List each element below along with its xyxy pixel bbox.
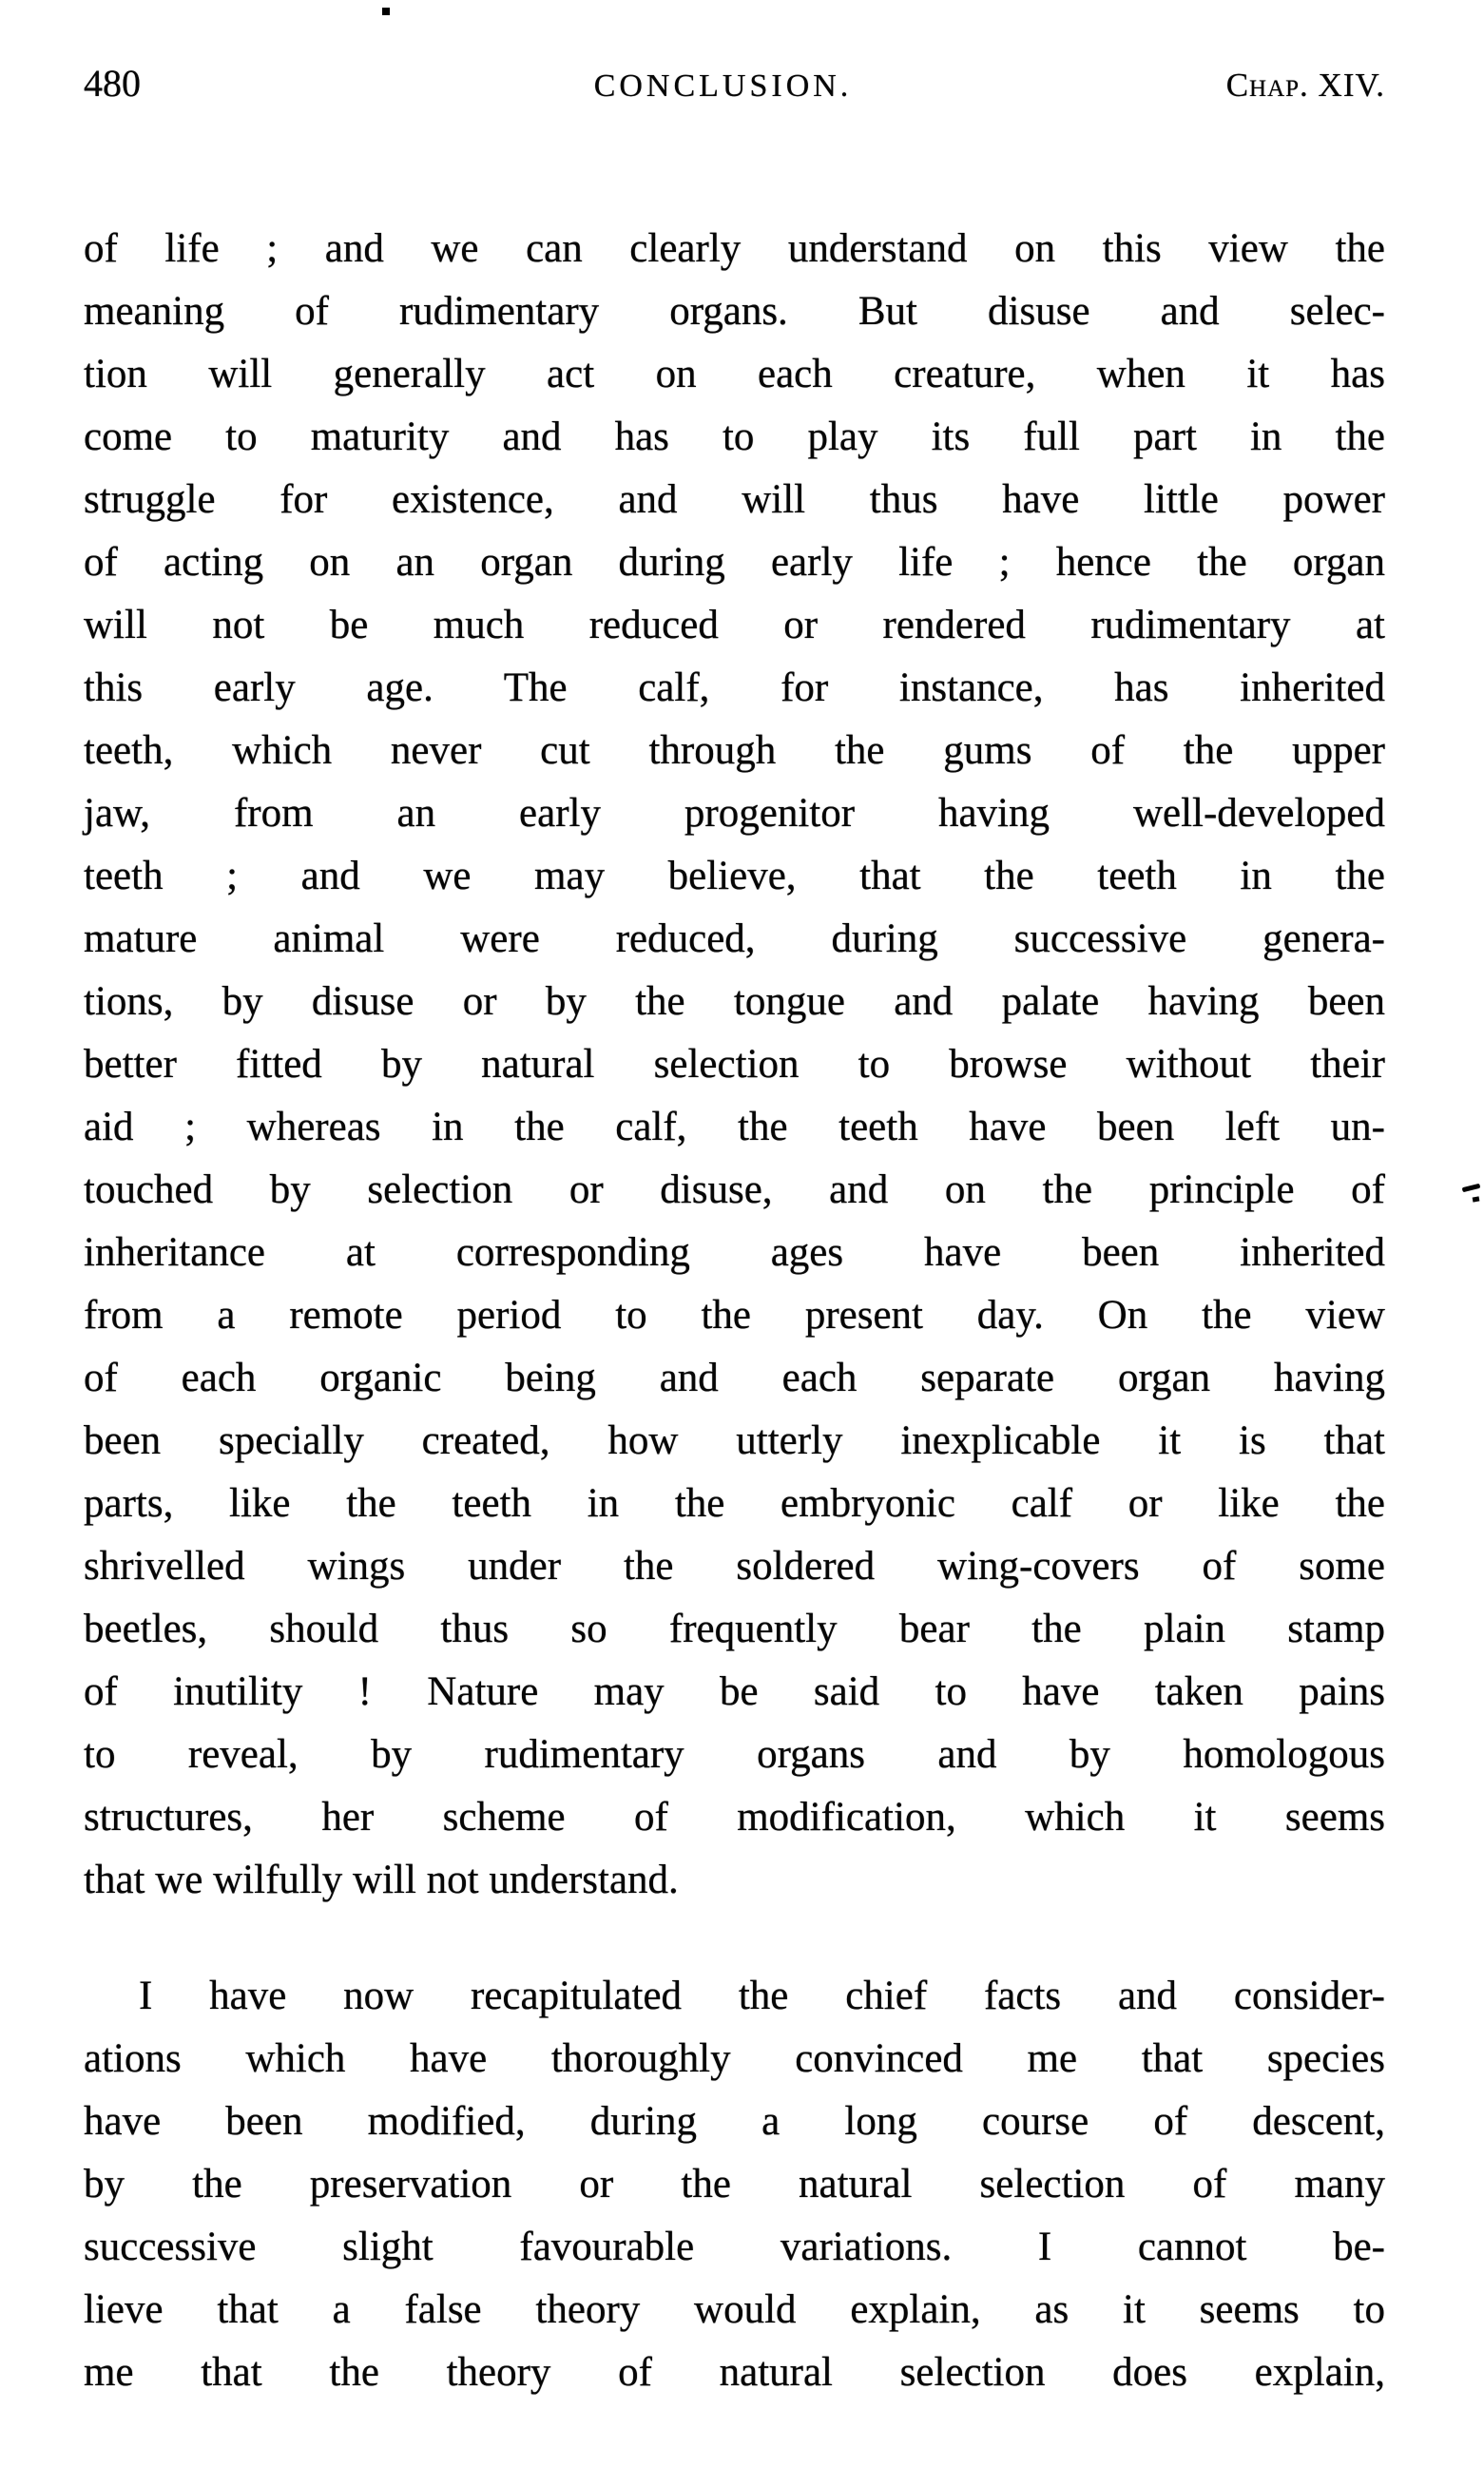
text-line: inheritance at corresponding ages have been inherited: [84, 1230, 1385, 1275]
text-line: to reveal, by rudimentary organs and by homologous: [84, 1732, 1385, 1777]
text-line: by the preservation or the natural selection of many: [84, 2162, 1385, 2207]
text-line: teeth ; and we may believe, that the teeth in the: [84, 854, 1385, 898]
text-line: lieve that a false theory would explain, as it seems to: [84, 2287, 1385, 2332]
text-line: of life ; and we can clearly understand on this view the: [84, 226, 1385, 271]
text-line: tions, by disuse or by the tongue and palate having been: [84, 979, 1385, 1024]
chapter-label: Chap. XIV.: [1225, 67, 1385, 104]
text-line: I have now recapitulated the chief facts and consider-: [139, 1974, 1385, 2018]
scan-ink-speck: [382, 8, 390, 15]
text-line: tion will generally act on each creature, when it has: [84, 352, 1385, 396]
text-line: been specially created, how utterly inexplicable it is that: [84, 1418, 1385, 1463]
running-title: CONCLUSION.: [593, 68, 853, 104]
scan-ink-dash: [1462, 1184, 1481, 1192]
text-line: will not be much reduced or rendered rudimentary at: [84, 603, 1385, 647]
text-line: meaning of rudimentary organs. But disuse and selec-: [84, 289, 1385, 334]
text-line: touched by selection or disuse, and on the principle of: [84, 1167, 1385, 1212]
text-line: come to maturity and has to play its full part in the: [84, 414, 1385, 459]
text-line: ations which have thoroughly convinced me that species: [84, 2036, 1385, 2081]
text-line: from a remote period to the present day. On the view: [84, 1293, 1385, 1338]
text-line: struggle for existence, and will thus have little power: [84, 477, 1385, 522]
text-line: aid ; whereas in the calf, the teeth have been left un-: [84, 1105, 1385, 1149]
text-line: me that the theory of natural selection does explain,: [84, 2350, 1385, 2395]
text-line: structures, her scheme of modification, which it seems: [84, 1795, 1385, 1840]
text-line: parts, like the teeth in the embryonic calf or like the: [84, 1481, 1385, 1526]
scan-ink-speck: [1473, 1196, 1480, 1202]
text-line: of inutility ! Nature may be said to have taken pains: [84, 1669, 1385, 1714]
text-line: shrivelled wings under the soldered wing-covers of some: [84, 1544, 1385, 1589]
page-number: 480: [84, 62, 141, 105]
text-line: that we wilfully will not understand.: [84, 1858, 679, 1902]
text-line: jaw, from an early progenitor having well-developed: [84, 791, 1385, 836]
paragraph: [84, 1965, 1385, 2404]
text-line: of each organic being and each separate organ having: [84, 1356, 1385, 1400]
text-line: successive slight favourable variations. I cannot be-: [84, 2225, 1385, 2269]
text-line: this early age. The calf, for instance, has inherited: [84, 665, 1385, 710]
paragraph: [84, 218, 1385, 1912]
text-line: of acting on an organ during early life ; hence the organ: [84, 540, 1385, 585]
text-line: mature animal were reduced, during successive genera-: [84, 916, 1385, 961]
text-line: teeth, which never cut through the gums of the upper: [84, 728, 1385, 773]
text-line: better fitted by natural selection to browse without their: [84, 1042, 1385, 1087]
text-line: beetles, should thus so frequently bear the plain stamp: [84, 1607, 1385, 1651]
page-body: [84, 218, 1385, 2404]
page-header: [84, 61, 1385, 106]
text-line: have been modified, during a long course of descent,: [84, 2099, 1385, 2144]
